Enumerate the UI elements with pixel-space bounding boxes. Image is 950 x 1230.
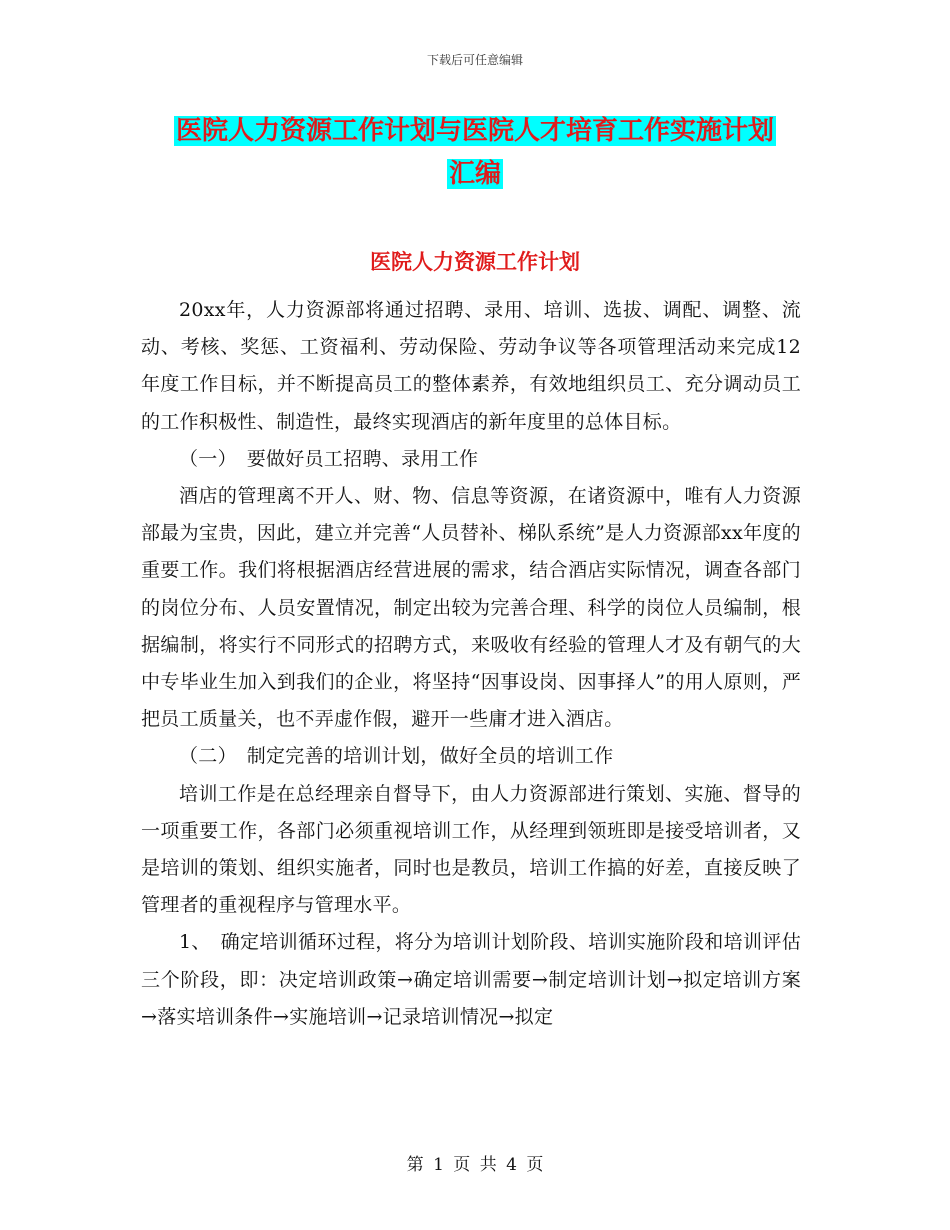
subheading-recruitment: （一） 要做好员工招聘、录用工作 bbox=[179, 447, 479, 470]
page-footer: 第 1 页 共 4 页 bbox=[406, 1155, 544, 1175]
document-title-highlight-1: 医院人力资源工作计划与医院人才培育工作实施计划 bbox=[175, 116, 774, 146]
paragraph-training-cycle: 1、 确定培训循环过程，将分为培训计划阶段、培训实施阶段和培训评估三个阶段，即：决定培训政策→确定培训需要→制定培训计划→拟定培训方案→落实培训条件→实施培训→记录培训情况→拟定 bbox=[141, 931, 801, 1028]
page-header: 下载后可任意编辑 bbox=[426, 53, 523, 67]
paragraph-intro: 20xx年，人力资源部将通过招聘、录用、培训、选拔、调配、调整、流动、考核、奖惩、工资福利、劳动保险、劳动争议等各项管理活动来完成12年度工作目标，并不断提高员工的整体素养，有效地组织员工、充分调动员工的工作积极性、制造性，最终实现酒店的新年度里的总体目标。 bbox=[141, 299, 801, 433]
document-title-highlight-2: 汇编 bbox=[448, 159, 501, 189]
document-body bbox=[141, 292, 801, 1036]
document-title-line-1 bbox=[0, 112, 950, 150]
paragraph-recruitment: 酒店的管理离不开人、财、物、信息等资源，在诸资源中，唯有人力资源部最为宝贵，因此，建立并完善“人员替补、梯队系统”是人力资源部xx年度的重要工作。我们将根据酒店经营进展的需求，结合酒店实际情况，调查各部门的岗位分布、人员安置情况，制定出较为完善合理、科学的岗位人员编制，根据编制，将实行不同形式的招聘方式，来吸收有经验的管理人才及有朝气的大中专毕业生加入到我们的企业，将坚持“因事设岗、因事择人”的用人原则，严把员工质量关，也不弄虚作假，避开一些庸才进入酒店。 bbox=[141, 485, 801, 731]
subheading-training: （二） 制定完善的培训计划，做好全员的培训工作 bbox=[179, 745, 614, 768]
document-title-line-2 bbox=[0, 155, 950, 193]
paragraph-training: 培训工作是在总经理亲自督导下，由人力资源部进行策划、实施、督导的一项重要工作，各部门必须重视培训工作，从经理到领班即是接受培训者，又是培训的策划、组织实施者，同时也是教员，培训工作搞的好差，直接反映了管理者的重视程序与管理水平。 bbox=[141, 782, 801, 917]
section-title: 医院人力资源工作计划 bbox=[370, 249, 580, 274]
